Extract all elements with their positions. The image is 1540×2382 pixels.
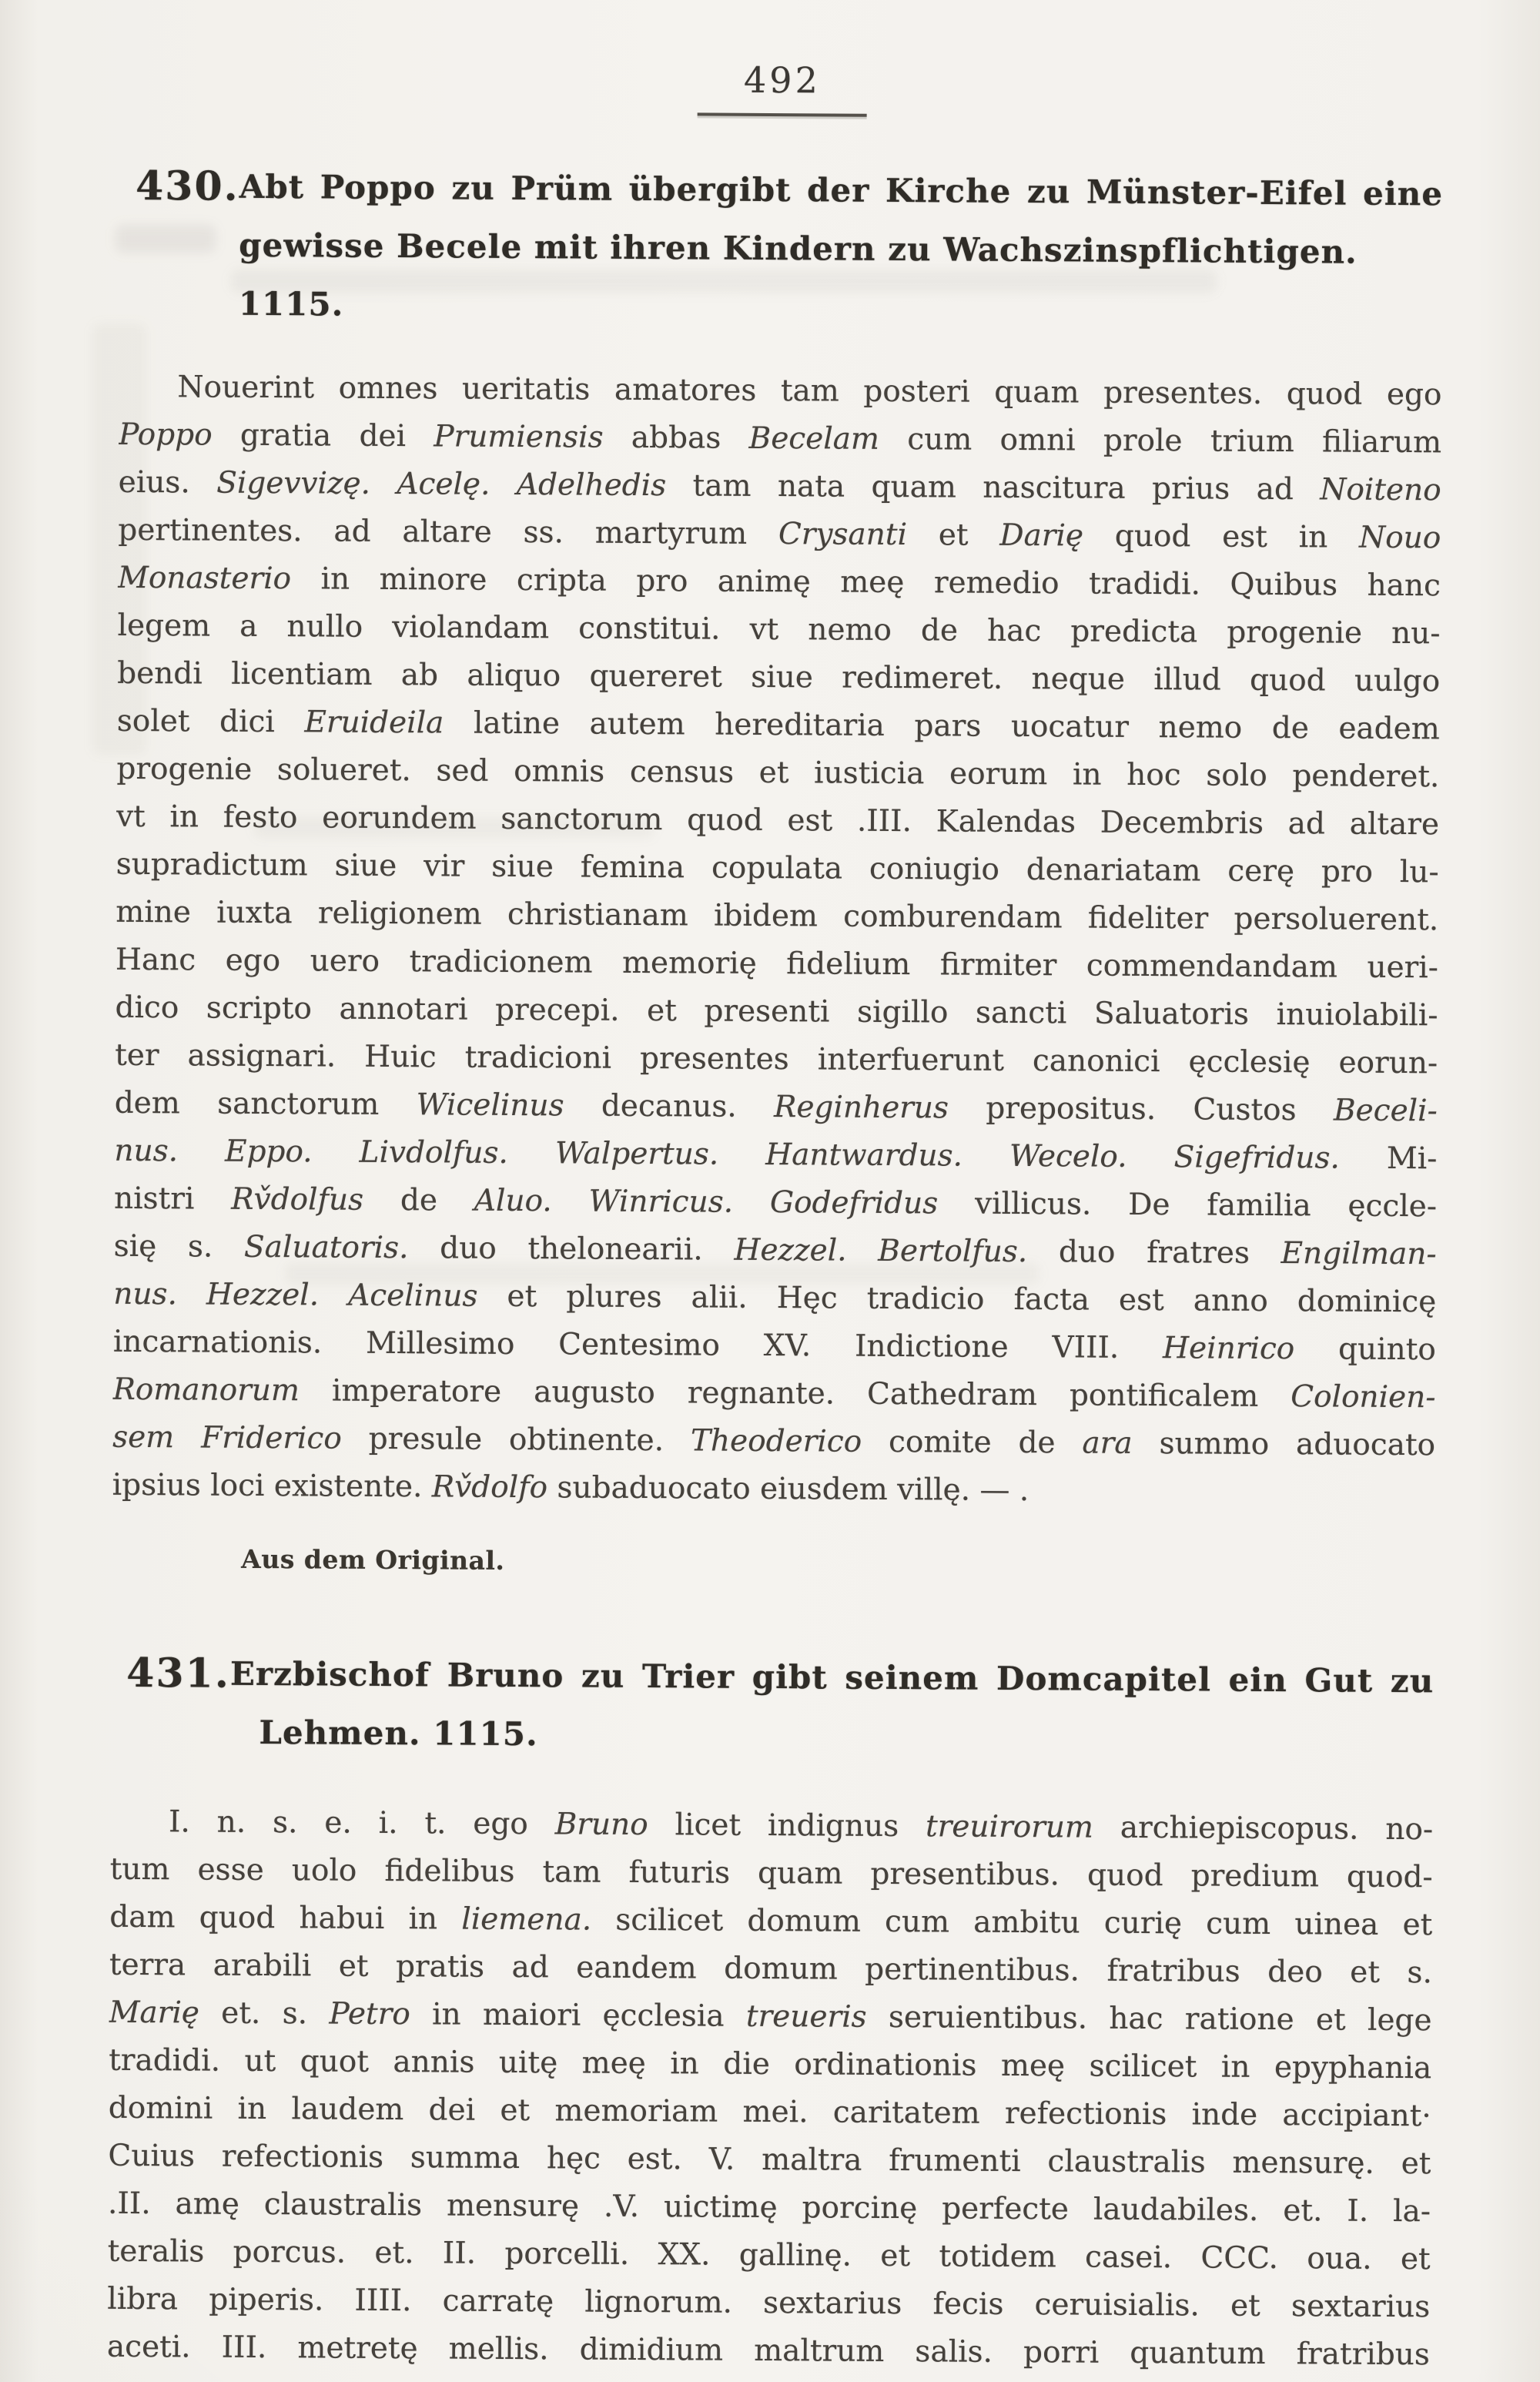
text-line: tradidi. ut quot annis uitę meę in die ordinationis meę scilicet in epyphania xyxy=(109,2043,1432,2086)
text-line: Marię et. s. Petro in maiori ęcclesia treueris seruientibus. hac ratione et lege xyxy=(109,1995,1432,2039)
text-line: tum esse uolo fidelibus tam futuris quam presentibus. quod predium quod- xyxy=(109,1852,1433,1895)
entry-431-heading-text xyxy=(229,1645,1434,1770)
text-line: eius. Sigevvizę. Acelę. Adelhedis tam nata quam nascitura prius ad Noiteno xyxy=(118,464,1441,508)
text-line: vt in festo eorundem sanctorum quod est .III. Kalendas Decembris ad altare xyxy=(116,799,1440,843)
entry-430-heading-text xyxy=(239,158,1444,341)
page-number-rule xyxy=(698,112,867,116)
text-line: Lehmen. 1115. xyxy=(259,1714,538,1754)
text-line: Erzbischof Bruno zu Trier gibt seinem Domcapitel ein Gut zu xyxy=(229,1655,1435,1700)
text-line: ter assignari. Huic tradicioni presentes interfuerunt canonici ęcclesię eorun- xyxy=(115,1037,1438,1081)
text-line: dico scripto annotari precepi. et presenti sigillo sancti Saluatoris inuiolabili- xyxy=(115,990,1438,1034)
text-line: domini in laudem dei et memoriam mei. caritatem refectionis inde accipiant· xyxy=(108,2091,1431,2134)
text-line: dem sanctorum Wicelinus decanus. Reginherus prepositus. Custos Beceli- xyxy=(114,1085,1438,1129)
text-line: Cuius refectionis summa hęc est. V. maltra frumenti claustralis mensurę. et xyxy=(108,2139,1431,2182)
text-line: aceti. III. metretę mellis. dimidium maltrum salis. porri quantum fratribus xyxy=(106,2330,1431,2373)
text-line: Hanc ego uero tradicionem memorię fidelium firmiter commendandam ueri- xyxy=(115,942,1439,986)
charter-entry-430 xyxy=(112,157,1443,1582)
entry-431-body-text xyxy=(107,1798,1434,2379)
text-line: ipsius loci existente. Rv̌dolfo subaduocato eiusdem villę. — . xyxy=(112,1467,1029,1508)
page-number: 492 xyxy=(743,59,821,102)
entry-430-number: 430. xyxy=(135,162,239,210)
text-line: pertinentes. ad altare ss. martyrum Crysanti et Darię quod est in Nouo xyxy=(118,512,1441,556)
text-line: Monasterio in minore cripta pro animę meę remedio tradidi. Quibus hanc xyxy=(117,560,1441,604)
text-line: incarnationis. Millesimo Centesimo XV. Indictione VIII. Heinrico quinto xyxy=(112,1324,1437,1368)
entry-431-number: 431. xyxy=(126,1650,231,1698)
text-line: nistri Rv̌dolfus de Aluo. Winricus. Godefridus villicus. De familia ęccle- xyxy=(113,1181,1438,1225)
text-line: I. n. s. e. i. t. ego Bruno licet indignus treuirorum archiepiscopus. no- xyxy=(168,1804,1434,1848)
entry-431-heading xyxy=(111,1644,1435,1769)
charter-entry-431 xyxy=(107,1644,1435,2379)
text-line: nus. Hezzel. Acelinus et plures alii. Hęc tradicio facta est anno dominicę xyxy=(113,1276,1437,1320)
text-line: progenie solueret. sed omnis census et iusticia eorum in hoc solo penderet. xyxy=(116,751,1440,795)
text-line: teralis porcus. et. II. porcelli. XX. gallinę. et totidem casei. CCC. oua. et xyxy=(107,2234,1431,2277)
text-line: sem Friderico presule obtinente. Theoderico comite de ara summo aduocato xyxy=(112,1419,1436,1463)
text-line: legem a nullo violandam constitui. vt nemo de hac predicta progenie nu- xyxy=(117,608,1441,652)
text-line: bendi licentiam ab aliquo quereret siue redimeret. neque illud quod uulgo xyxy=(117,655,1441,699)
entry-430-heading xyxy=(119,157,1443,340)
text-line: mine iuxta religionem christianam ibidem comburendam fideliter persoluerent. xyxy=(116,894,1439,938)
text-line: .II. amę claustralis mensurę .V. uictimę porcinę perfecte laudabiles. et. I. la- xyxy=(107,2186,1431,2230)
text-line: nus. Eppo. Livdolfus. Walpertus. Hantwardus. Wecelo. Sigefridus. Mi- xyxy=(114,1133,1438,1177)
entry-430-body-text xyxy=(112,363,1442,1517)
text-line: Nouerint omnes ueritatis amatores tam posteri quam presentes. quod ego xyxy=(177,370,1442,413)
text-line: się s. Saluatoris. duo thelonearii. Hezzel. Bertolfus. duo fratres Engilman- xyxy=(113,1228,1437,1272)
text-line: gewisse Becele mit ihren Kindern zu Wachszinspflichtigen. 1115. xyxy=(238,226,1358,323)
text-line: terra arabili et pratis ad eandem domum pertinentibus. fratribus deo et s. xyxy=(109,1948,1433,1991)
text-line: solet dici Eruideila latine autem hereditaria pars uocatur nemo de eadem xyxy=(116,703,1440,747)
text-line: Abt Poppo zu Prüm übergibt der Kirche zu Münster-Eifel eine xyxy=(239,167,1444,213)
text-line: Romanorum imperatore augusto regnante. Cathedram pontificalem Colonien- xyxy=(112,1372,1436,1415)
text-line: libra piperis. IIII. carratę lignorum. sextarius fecis ceruisialis. et sextarius xyxy=(107,2282,1431,2325)
entry-430-source-note: Aus dem Original. xyxy=(241,1543,505,1576)
text-line: dam quod habui in liemena. scilicet domum cum ambitu curię cum uinea et xyxy=(109,1900,1433,1943)
text-line: Poppo gratia dei Prumiensis abbas Becelam cum omni prole trium filiarum xyxy=(118,417,1442,461)
text-line: supradictum siue vir siue femina copulata coniugio denariatam cerę pro lu- xyxy=(116,846,1439,890)
